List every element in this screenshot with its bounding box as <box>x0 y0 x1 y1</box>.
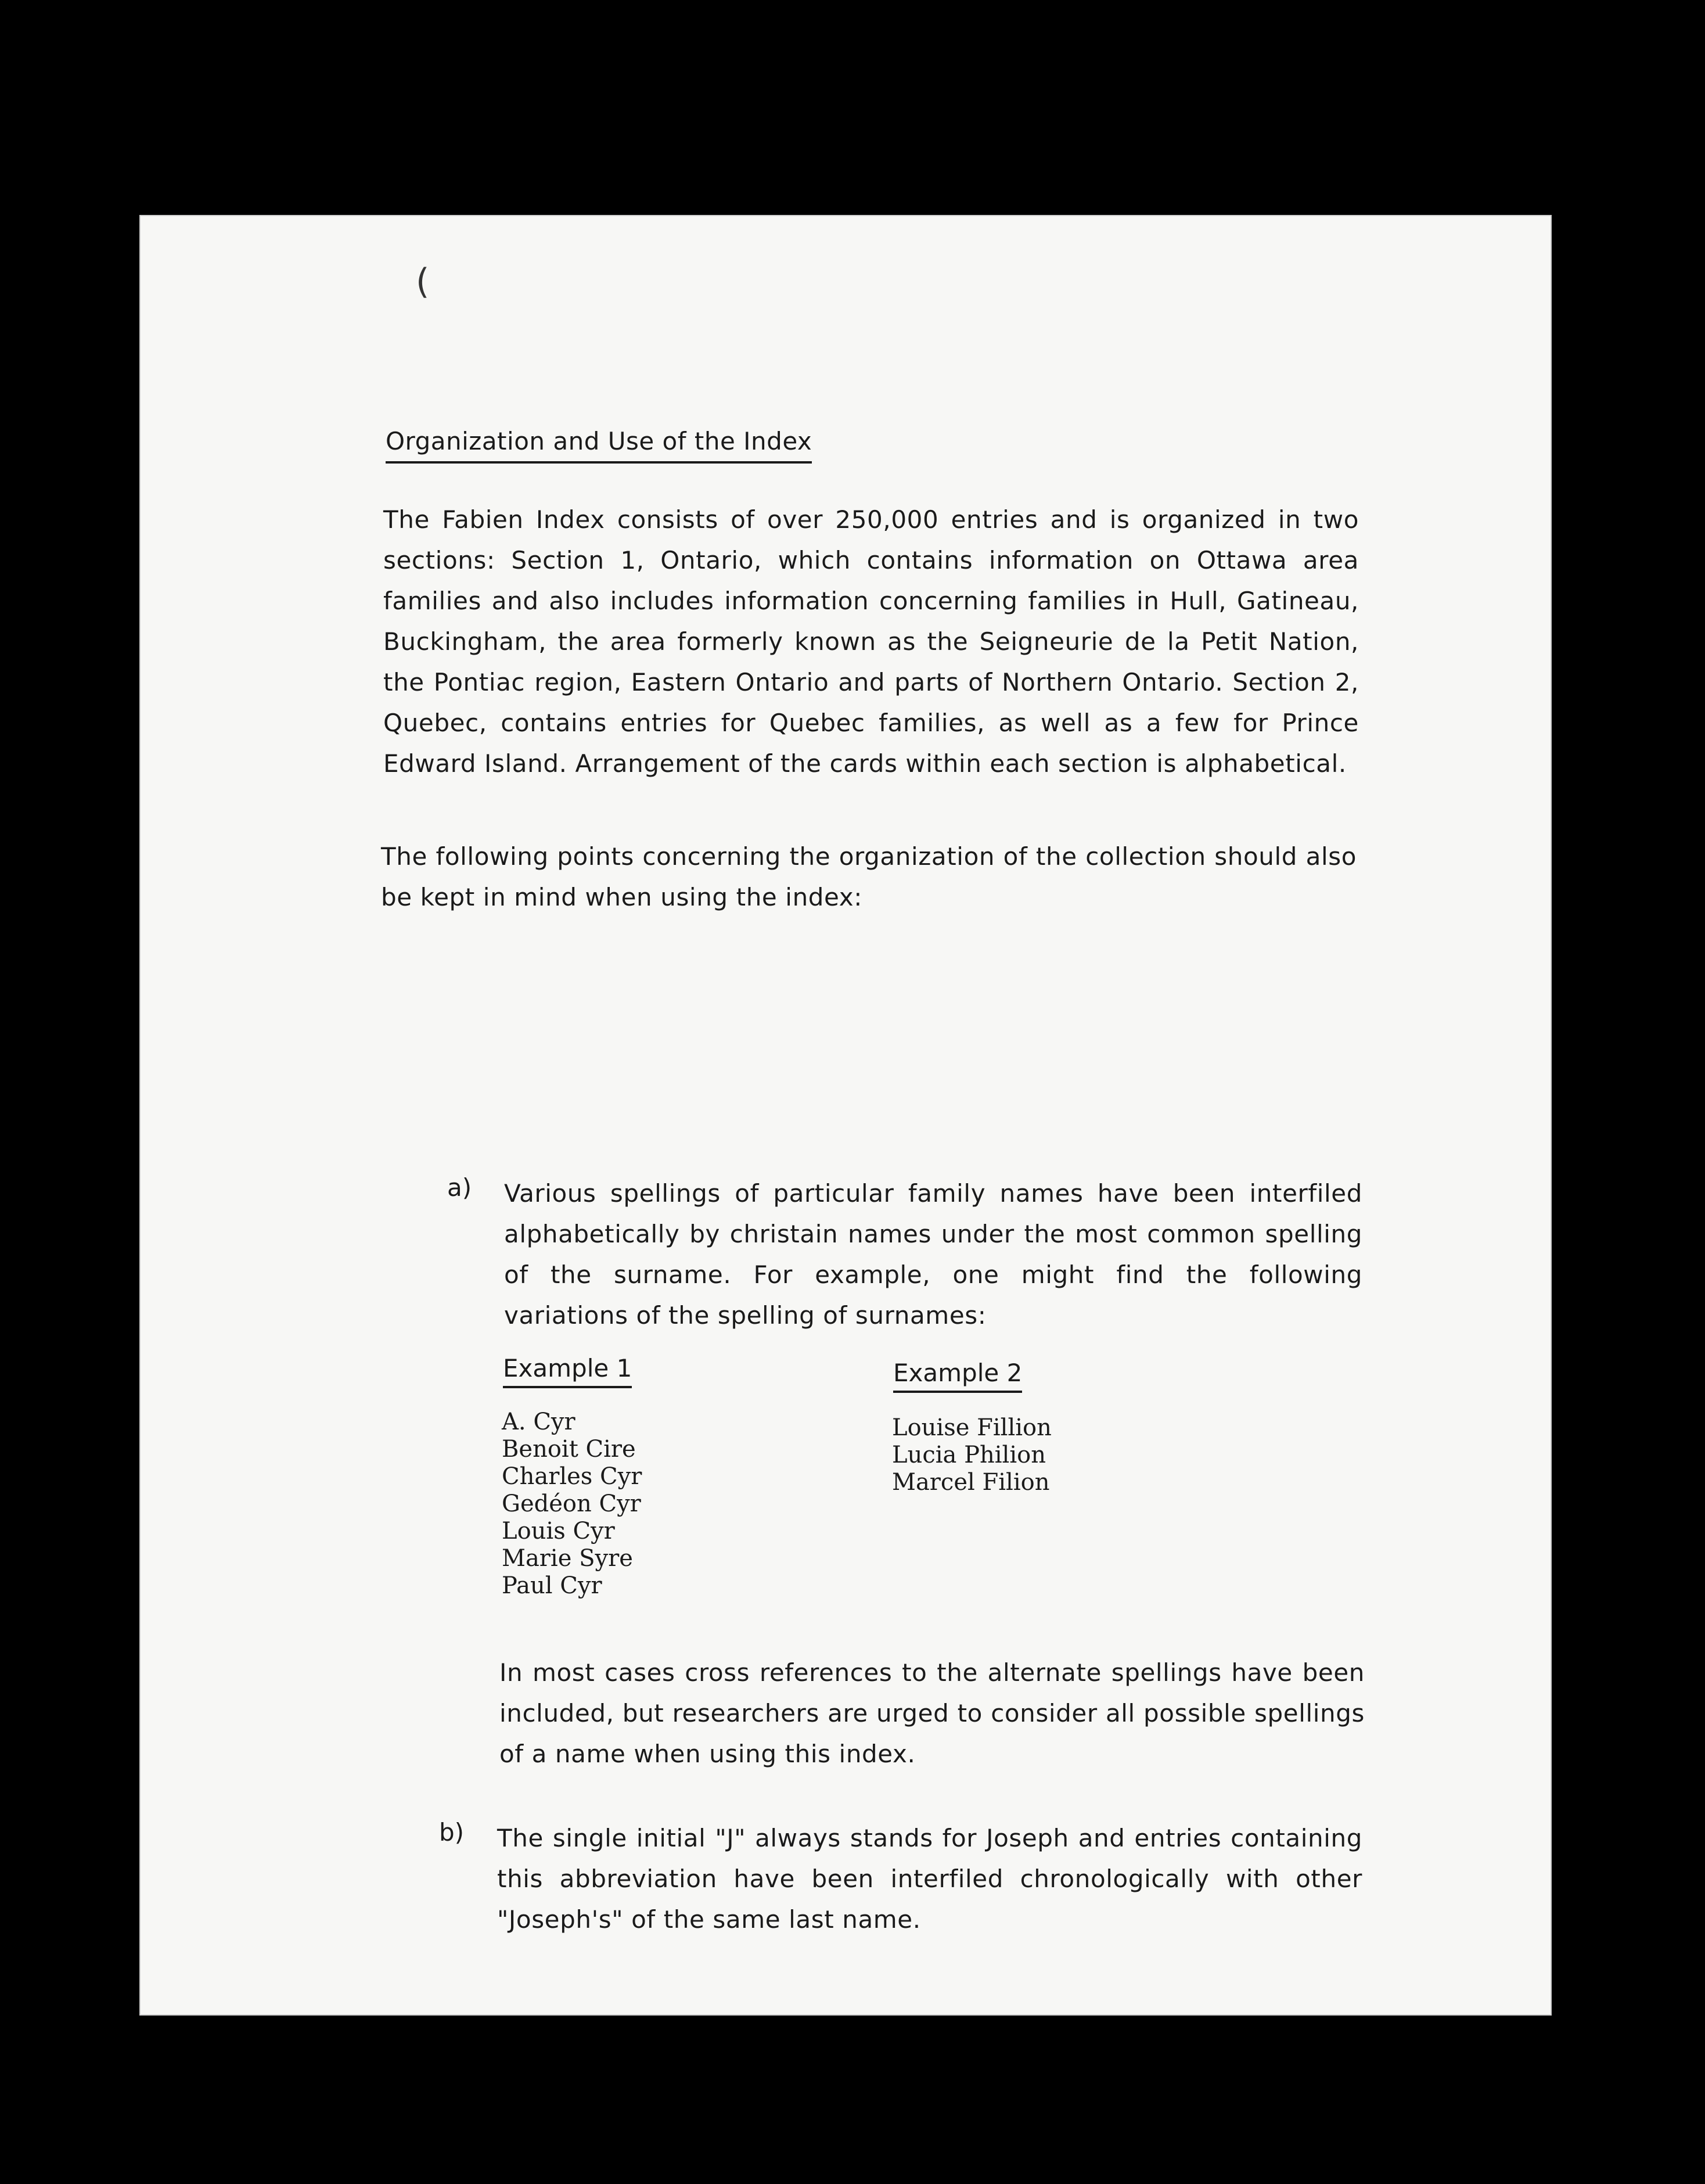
intro-paragraph: The Fabien Index consists of over 250,000 entries and is organized in two sections: Section 1, Ontario, which contains information on Ottawa area families and also includes information concerning families in Hull, Gatineau, Buckingham, the area formerly known as the Seigneurie de la Petit Nation, the Pontiac region, Eastern Ontario and parts of Northern Ontario. Section 2, Quebec, contains entries for Quebec families, as well as a few for Prince Edward Island. Arrangement of the cards within each section is alphabetical. <box>383 505 1359 778</box>
list-item: Lucia Philion <box>892 1442 1046 1468</box>
item-a-text: Various spellings of particular family names have been interfiled alphabetically by christain names under the most common spelling of the surname. For example, one might find the following variations of the spelling of surnames: <box>504 1179 1362 1330</box>
example-1-title: Example 1 <box>503 1352 632 1388</box>
item-b-text: The single initial "J" always stands for Joseph and entries containing this abbreviation have been interfiled chronologically with other "Joseph's" of the same last name. <box>497 1824 1362 1934</box>
list-item: Louis Cyr <box>502 1518 615 1544</box>
document-page <box>139 215 1552 2016</box>
list-item: Marie Syre <box>502 1545 633 1572</box>
list-item: Charles Cyr <box>502 1463 642 1490</box>
list-item: Benoit Cire <box>502 1436 636 1463</box>
item-a-label: a) <box>447 1173 472 1202</box>
example-2-list <box>892 1414 1052 1496</box>
example-2-title: Example 2 <box>893 1357 1022 1393</box>
list-item: Gedéon Cyr <box>502 1490 641 1517</box>
stray-mark: ( <box>416 261 430 302</box>
list-item: Louise Fillion <box>892 1414 1052 1441</box>
item-a-followup: In most cases cross references to the alternate spellings have been included, but researchers are urged to consider all possible spellings of a name when using this index. <box>499 1658 1365 1768</box>
points-paragraph: The following points concerning the organization of the collection should also be kept in mind when using the index: <box>381 842 1357 911</box>
page-title: Organization and Use of the Index <box>386 424 812 464</box>
list-item: A. Cyr <box>502 1409 575 1435</box>
list-item: Marcel Filion <box>892 1469 1050 1496</box>
list-item: Paul Cyr <box>502 1572 602 1599</box>
item-b-label: b) <box>439 1818 465 1847</box>
example-1-list <box>502 1409 642 1600</box>
